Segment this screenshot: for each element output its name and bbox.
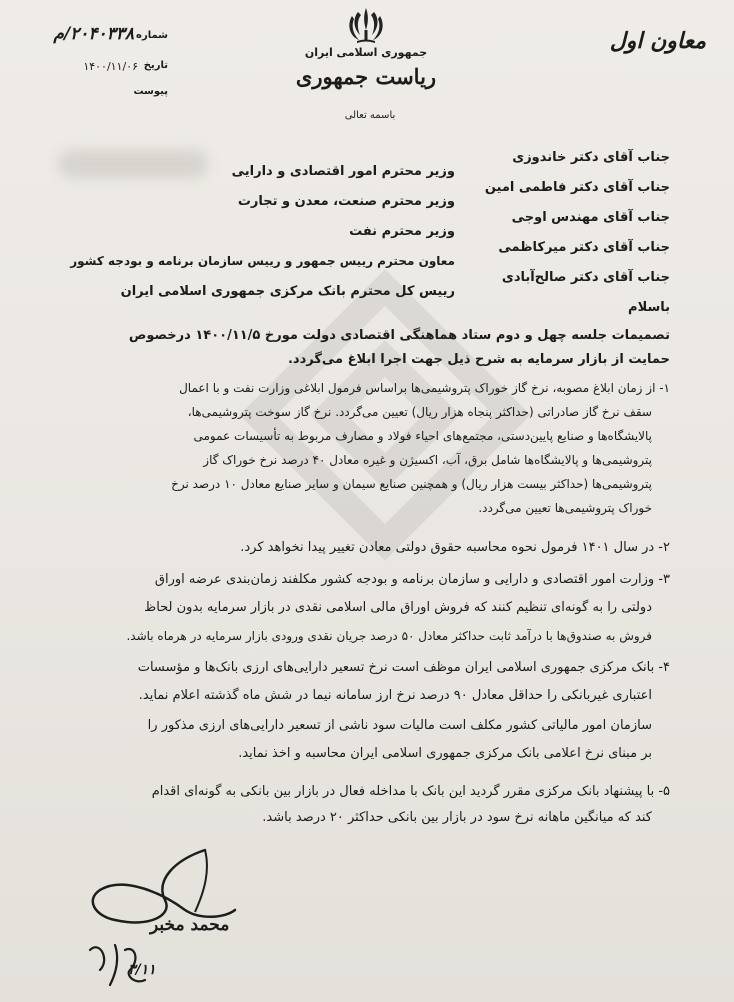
body-line: سقف نرخ گاز صادراتی (حداکثر پنجاه هزار ریال) تعیین می‌گردد. نرخ گاز سوخت پتروشیمی‌ها، [187,405,652,419]
date-label: تاریخ [143,60,168,71]
recipient-role: معاون محترم رییس جمهور و رییس سازمان برنامه و بودجه کشور [70,254,455,268]
recipient-role: وزیر محترم نفت [349,224,455,239]
number-label: شماره [136,30,168,41]
body-line: ۴- بانک مرکزی جمهوری اسلامی ایران موظف است نرخ تسعیر دارایی‌های ارزی بانک‌ها و مؤسسات [137,660,670,675]
body-line: پتروشیمی‌ها و پالایشگاه‌ها شامل برق، آب، اکسیژن و غیره معادل ۴۰ درصد نرخ خوراک گاز [203,453,652,467]
recipient-name: جناب آقای دکتر صالح‌آبادی [501,270,670,285]
addressee-handwritten: معاون اول [609,28,706,54]
body-line: ۱- از زمان ابلاغ مصوبه، نرخ گاز خوراک پتروشیمی‌ها براساس فرمول ابلاغی وزارت نفت و با اعمال [179,381,670,395]
attachment-label: پیوست [133,86,168,97]
reference-block [28,24,168,110]
invocation: باسمه تعالی [344,110,396,121]
intro-line: حمایت از بازار سرمایه به شرح ذیل جهت اجرا ابلاغ می‌گردد. [287,352,670,367]
body-line: خوراک پتروشیمی‌ها تعیین می‌گردد. [478,501,652,515]
recipient-role: وزیر محترم صنعت، معدن و تجارت [237,194,455,209]
signer-name: محمد مخبر [150,915,230,935]
body-line: کند که میانگین ماهانه نرخ سود در بازار بین بانکی حداکثر ۲۰ درصد باشد. [262,810,652,825]
body-line: سازمان امور مالیاتی کشور مکلف است مالیات سود ناشی از تسعیر دارایی‌های ارزی مذکور را [147,718,652,733]
intro-line: تصمیمات جلسه چهل و دوم ستاد هماهنگی اقتصادی دولت مورخ ۱۴۰۰/۱۱/۵ درخصوص [128,328,670,343]
body-line: اعتباری غیربانکی را حداقل معادل ۹۰ درصد نرخ ارز سامانه نیما در شش ماه گذشته اعلام نماید. [138,688,652,703]
body-line: دولتی را به گونه‌ای تنظیم کنند که فروش اوراق مالی اسلامی نقدی در بازار سرمایه بدون لحاظ [144,600,652,615]
country-name: جمهوری اسلامی ایران [304,46,428,59]
greeting: باسلام [628,300,670,315]
recipient-role: رییس کل محترم بانک مرکزی جمهوری اسلامی ایران [120,284,455,299]
recipient-role: وزیر محترم امور اقتصادی و دارایی [231,164,455,179]
body-line: فروش به صندوق‌ها با درآمد ثابت حداکثر معادل ۵۰ درصد جریان نقدی ورودی بازار سرمایه در هرماه باشد. [126,629,652,643]
body-line: ۳- وزارت امور اقتصادی و دارایی و سازمان برنامه و بودجه کشور مکلفند زمان‌بندی عرضه اوراق [154,572,670,587]
recipient-name: جناب آقای دکتر میرکاظمی [498,240,670,255]
handwritten-note: ۳/۱۱ [128,962,156,978]
recipient-name: جناب آقای دکتر فاطمی امین [484,180,670,195]
recipient-name: جناب آقای دکتر خاندوزی [512,150,670,165]
recipients-block [60,150,670,310]
office-title: ریاست جمهوری [295,64,437,89]
date-value: ۱۴۰۰/۱۱/۰۶ [83,60,138,73]
body-line: ۲- در سال ۱۴۰۱ فرمول نحوه محاسبه حقوق دولتی معادن تغییر پیدا نخواهد کرد. [240,540,670,555]
body-line: پالایشگاه‌ها و صنایع پایین‌دستی، مجتمع‌های احیاء فولاد و مصارف مربوط به تأسیسات عمومی [193,429,652,443]
body-line: بر مبنای نرخ اعلامی بانک مرکزی جمهوری اسلامی ایران محاسبه و اخذ نماید. [238,746,652,761]
body-line: پتروشیمی‌ها (حداکثر بیست هزار ریال) و همچنین صنایع سیمان و سایر صنایع معادل ۱۰ درصد نرخ [171,477,652,491]
national-emblem-icon [345,4,387,46]
recipient-name: جناب آقای مهندس اوجی [511,210,670,225]
number-value: ۲۰۴۰۳۳۸/م [53,24,134,44]
body-line: ۵- با پیشنهاد بانک مرکزی مقرر گردید این بانک با مداخله فعال در بازار بین بانکی به گونه‌ای اقدام [151,784,670,799]
